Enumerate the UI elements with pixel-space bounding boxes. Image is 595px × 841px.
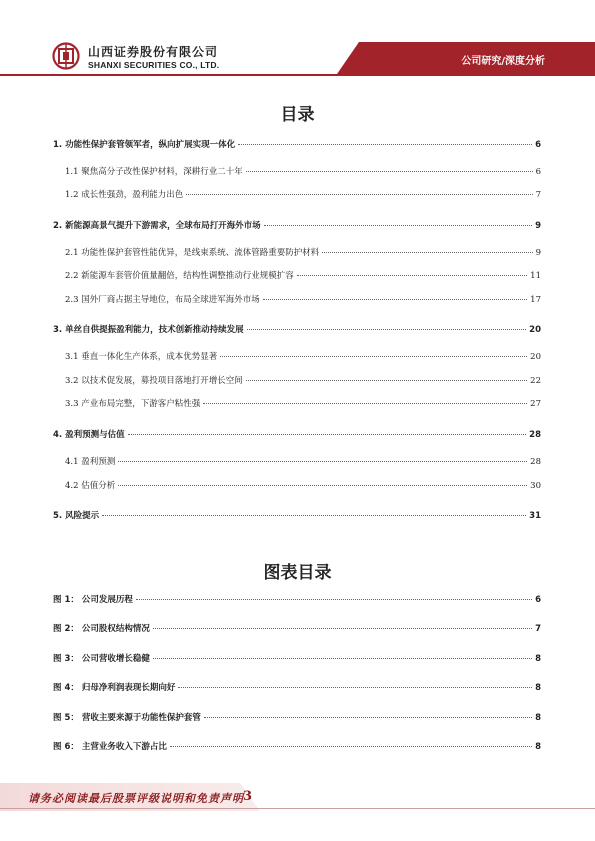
report-type-tag: 公司研究/深度分析	[461, 56, 545, 67]
company-name-cn: 山西证券股份有限公司	[88, 45, 219, 59]
toc-item[interactable]: 3.3 产业布局完整，下游客户粘性强 27	[65, 399, 541, 409]
figure-item[interactable]: 图 2： 公司股权结构情况 7	[53, 624, 541, 634]
toc-item[interactable]: 2.2 新能源车套管价值量翻倍，结构性调整推动行业规模扩容 11	[65, 271, 541, 281]
toc-item[interactable]: 4.1 盈利预测 28	[65, 457, 541, 467]
company-name-en: SHANXI SECURITIES CO., LTD.	[88, 60, 220, 70]
header-divider	[0, 74, 595, 76]
toc-item[interactable]: 1. 功能性保护套管领军者，纵向扩展实现一体化 6	[53, 140, 541, 150]
figure-item[interactable]: 图 1： 公司发展历程 6	[53, 595, 541, 605]
figure-item[interactable]: 图 3： 公司营收增长稳健 8	[53, 654, 541, 664]
page-number: 3	[243, 789, 253, 804]
figure-list-title: 图表目录	[263, 563, 332, 583]
toc-item[interactable]: 3. 单丝自供提振盈利能力，技术创新推动持续发展 20	[53, 325, 541, 335]
toc-item[interactable]: 2.3 国外厂商占据主导地位，布局全球进军海外市场 17	[65, 295, 541, 305]
disclaimer-notice: 请务必阅读最后股票评级说明和免责声明	[28, 792, 244, 805]
figure-item[interactable]: 图 4： 归母净利润表现长期向好 8	[53, 683, 541, 693]
toc-item[interactable]: 3.2 以技术促发展，募投项目落地打开增长空间 22	[65, 376, 541, 386]
toc-item[interactable]: 1.1 聚焦高分子改性保护材料，深耕行业二十年 6	[65, 167, 541, 177]
toc-item[interactable]: 3.1 垂直一体化生产体系，成本优势显著 20	[65, 352, 541, 362]
toc-title: 目录	[280, 105, 315, 125]
toc-item[interactable]: 4. 盈利预测与估值 28	[53, 430, 541, 440]
toc-item[interactable]: 1.2 成长性强劲，盈利能力出色 7	[65, 190, 541, 200]
shanxi-securities-logo-icon	[52, 42, 80, 70]
footer-divider	[0, 808, 595, 809]
figure-item[interactable]: 图 6： 主营业务收入下游占比 8	[53, 742, 541, 752]
toc-item[interactable]: 2.1 功能性保护套管性能优异，是线束系统、流体管路重要防护材料 9	[65, 248, 541, 258]
figure-item[interactable]: 图 5： 营收主要来源于功能性保护套管 8	[53, 713, 541, 723]
toc-item[interactable]: 2. 新能源高景气提升下游需求，全球布局打开海外市场 9	[53, 221, 541, 231]
toc-item[interactable]: 4.2 估值分析 30	[65, 481, 541, 491]
page-header	[0, 0, 595, 80]
toc-item[interactable]: 5. 风险提示 31	[53, 511, 541, 521]
